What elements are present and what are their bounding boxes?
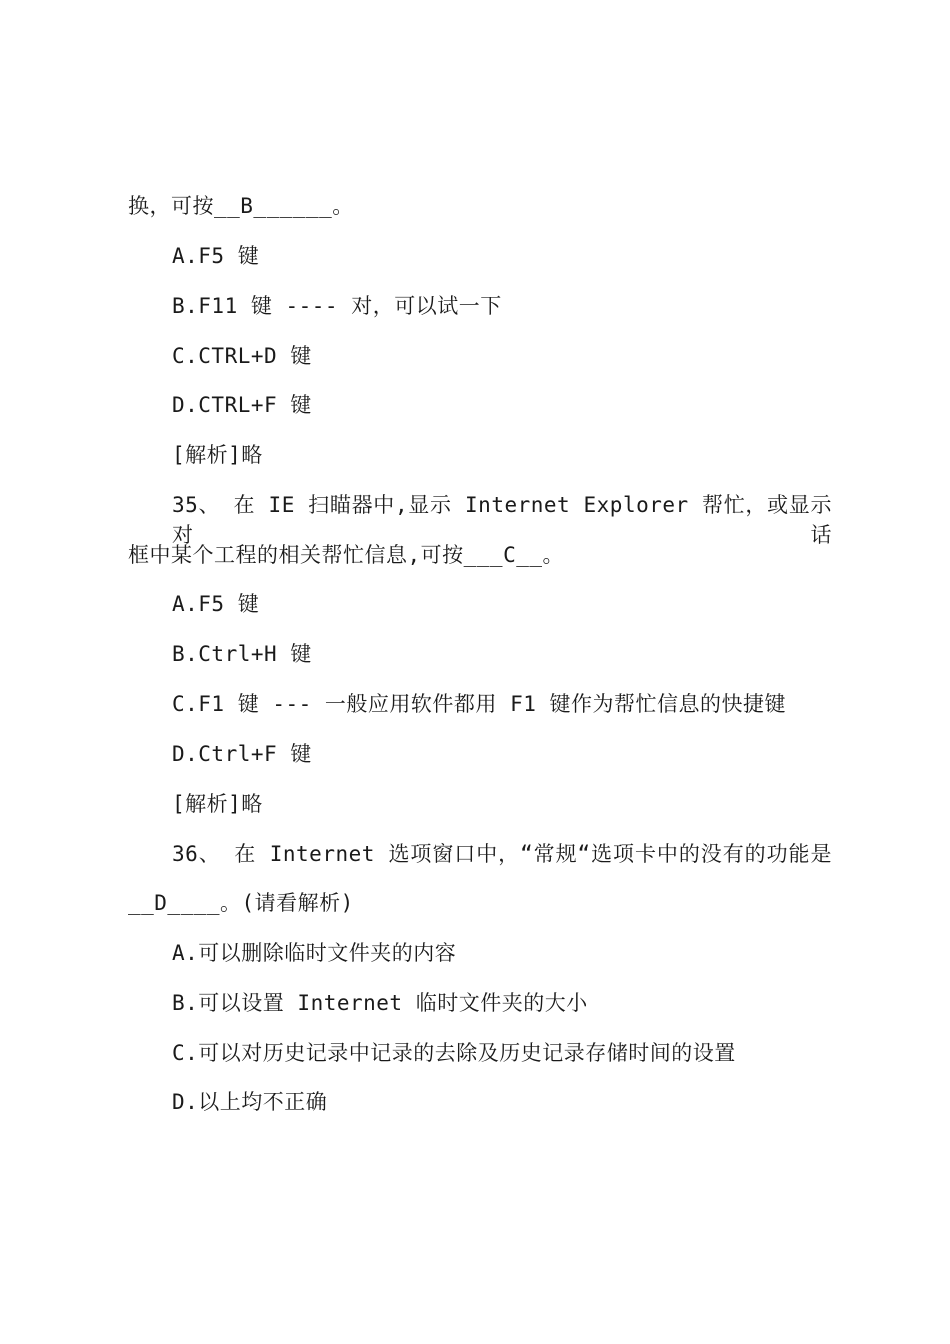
option-c: C.F1 键 --- 一般应用软件都用 F1 键作为帮忙信息的快捷键 (172, 692, 787, 716)
option-a: A.可以删除临时文件夹的内容 (172, 941, 457, 965)
option-d: D.CTRL+F 键 (172, 393, 312, 417)
option-a: A.F5 键 (172, 592, 260, 616)
option-b: B.F11 键 ---- 对，可以试一下 (172, 294, 502, 318)
question-35-stem-continued: 框中某个工程的相关帮忙信息,可按___C__。 (128, 543, 564, 567)
question-36-stem-continued: __D____。(请看解析) (128, 891, 354, 915)
question-34-continuation: 换，可按__B______。 (128, 194, 354, 218)
question-35-stem: 35、 在 IE 扫瞄器中,显示 Internet Explorer 帮忙，或显示对话 (172, 493, 832, 547)
analysis-note: [解析]略 (172, 443, 263, 467)
option-c: C.可以对历史记录中记录的去除及历史记录存储时间的设置 (172, 1041, 736, 1065)
option-d: D.Ctrl+F 键 (172, 742, 312, 766)
option-d: D.以上均不正确 (172, 1090, 328, 1114)
option-b: B.Ctrl+H 键 (172, 642, 312, 666)
option-a: A.F5 键 (172, 244, 260, 268)
question-36-stem: 36、 在 Internet 选项窗口中，“常规“选项卡中的没有的功能是 (172, 842, 832, 866)
option-b: B.可以设置 Internet 临时文件夹的大小 (172, 991, 588, 1015)
option-c: C.CTRL+D 键 (172, 344, 312, 368)
analysis-note: [解析]略 (172, 792, 263, 816)
